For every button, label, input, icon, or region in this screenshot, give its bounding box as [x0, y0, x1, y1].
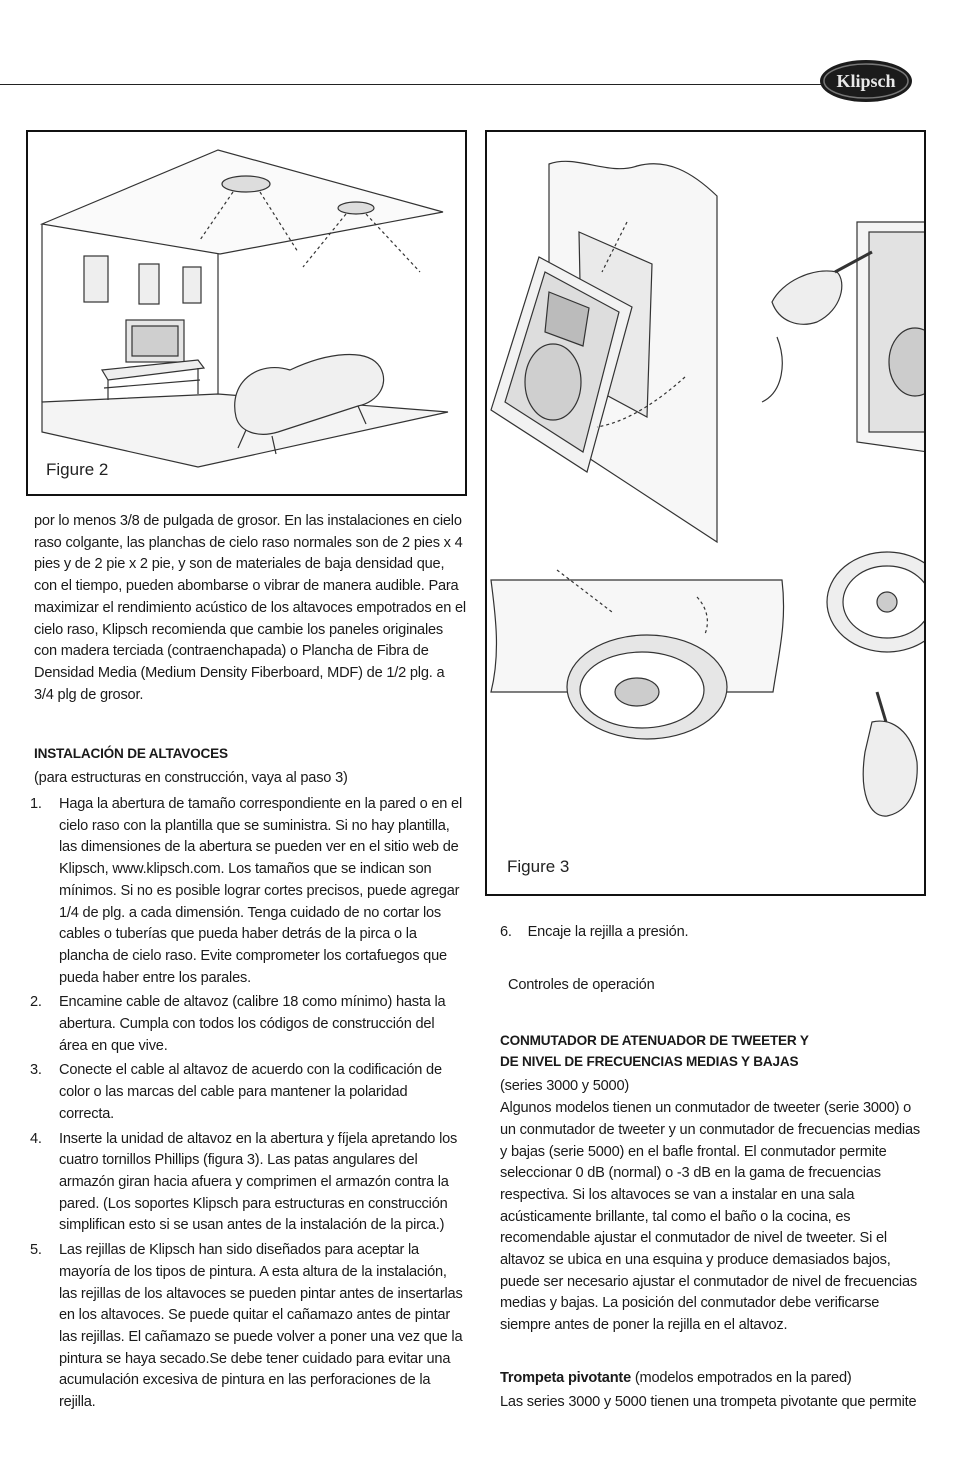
step-number: 5.	[30, 1242, 42, 1259]
right-column	[500, 922, 930, 1413]
list-item	[0, 794, 466, 989]
step-text: Inserte la unidad de altavoz en la abertura y fíjela apretando los cuatro tornillos Phillips (figura 3). Las patas angulares del armazón giran hacia afuera y comprimen el armazón contra la pared. (Los soportes Klipsch para estructuras en construcción simplifican esto si se usan antes de la instalación de la pirca.)	[59, 1130, 458, 1234]
installation-heading: INSTALACIÓN DE ALTAVOCES	[34, 746, 228, 762]
figure-3	[485, 130, 926, 896]
room-illustration	[28, 132, 467, 496]
list-item	[0, 992, 466, 1057]
installation-subheading: (para estructuras en construcción, vaya al paso 3)	[34, 770, 348, 787]
speaker-installation-illustration	[487, 132, 926, 896]
pivot-note: (modelos empotrados en la pared)	[631, 1369, 852, 1386]
switch-heading-line-2: DE NIVEL DE FRECUENCIAS MEDIAS Y BAJAS	[500, 1054, 799, 1070]
installation-steps	[0, 794, 466, 1414]
list-item	[0, 1240, 466, 1414]
step-text: Las rejillas de Klipsch han sido diseñados para aceptar la mayoría de los tipos de pintura. A esta altura de la instalación, las rejillas de los altavoces se pueden pintar antes de insertarlas en los altavoces. Se puede quitar el cañamazo antes de pintar las rejillas. El cañamazo se puede volver a poner una vez que la pintura se haya secado.Se debe tener cuidado para evitar una acumulación excesiva de pintura en las perforaciones de la rejilla.	[59, 1242, 463, 1411]
figure-2-label: Figure 2	[46, 460, 109, 479]
figure-2	[26, 130, 467, 496]
klipsch-logo	[818, 58, 914, 104]
header-rule	[0, 84, 830, 85]
intro-paragraph: por lo menos 3/8 de pulgada de grosor. En las instalaciones en cielo raso colgante, las planchas de cielo raso normales son de 2 pies x 4 pies y de 2 pie x 2 pie, y son de materiales de baja densidad que, con el tiempo, pueden abombarse o vibrar de manera audible. Para maximizar el rendimiento acústico de los altavoces empotrados en el cielo raso, Klipsch recomienda que cambie los paneles originales con madera terciada (contraenchapada) o Plancha de Fibra de Densidad Media (Medium Density Fiberboard, MDF) de 1/2 plg. a 3/4 plg de grosor.	[34, 513, 466, 703]
list-item	[0, 1060, 466, 1125]
step-text: Conecte el cable al altavoz de acuerdo con la codificación de color o las marcas del cable para mantener la polaridad correcta.	[59, 1062, 442, 1122]
step-number: 3.	[30, 1062, 42, 1079]
step-text: Haga la abertura de tamaño correspondiente en la pared o en el cielo raso con la plantilla que se suministra. Si no hay plantilla, las dimensiones de la abertura se pueden ver en el sitio web de Klipsch, www.klipsch.com. Los tamaños que se indican son mínimos. Si no es posible lograr cortes precisos, puede agregar 1/4 de plg. a cada dimensión. Tenga cuidado de no cortar los cables o tuberías que pueda haber detrás de la pirca o la plancha de cielo raso. Evite comprometer los cortafuegos que pueda haber entre los parales.	[59, 796, 462, 986]
step-text: Encaje la rejilla a presión.	[527, 924, 689, 940]
switch-heading-line-1: CONMUTADOR DE ATENUADOR DE TWEETER Y	[500, 1033, 809, 1049]
step-number: 1.	[30, 796, 42, 813]
switch-paragraph: Algunos modelos tienen un conmutador de tweeter (serie 3000) o un conmutador de tweeter y un conmutador de frecuencias medias y bajas (serie 5000) en el bafle frontal. El conmutador permite seleccionar 0 dB (normal) o -3 dB en la gama de frecuencias respectiva. Si los altavoces se van a instalar en una sala acústicamente brillante, tal como el baño o la cocina, es recomendable ajustar el conmutador de nivel de tweeter. Si el altavoz se ubica en una esquina y produce demasiados bajos, puede ser necesario ajustar el conmutador de nivel de frecuencias medias y bajas. La posición del conmutador debe verificarse siempre antes de poner la rejilla en el altavoz.	[500, 1100, 920, 1334]
step-number: 4.	[30, 1130, 42, 1147]
left-column	[30, 511, 466, 1417]
svg-text:Klipsch: Klipsch	[836, 71, 896, 91]
pivot-heading	[500, 1368, 930, 1390]
figure-3-label: Figure 3	[507, 857, 570, 876]
list-item	[0, 1129, 466, 1238]
step-6	[500, 922, 930, 944]
pivot-title: Trompeta pivotante	[500, 1369, 632, 1386]
series-note: (series 3000 y 5000)	[500, 1078, 630, 1095]
step-text: Encamine cable de altavoz (calibre 18 como mínimo) hasta la abertura. Cumpla con todos los códigos de construcción del área en que vive.	[59, 994, 446, 1054]
controls-title: Controles de operación	[508, 976, 655, 993]
pivot-paragraph: Las series 3000 y 5000 tienen una trompeta pivotante que permite	[500, 1393, 917, 1410]
step-number: 6.	[500, 924, 512, 940]
step-number: 2.	[30, 994, 42, 1011]
